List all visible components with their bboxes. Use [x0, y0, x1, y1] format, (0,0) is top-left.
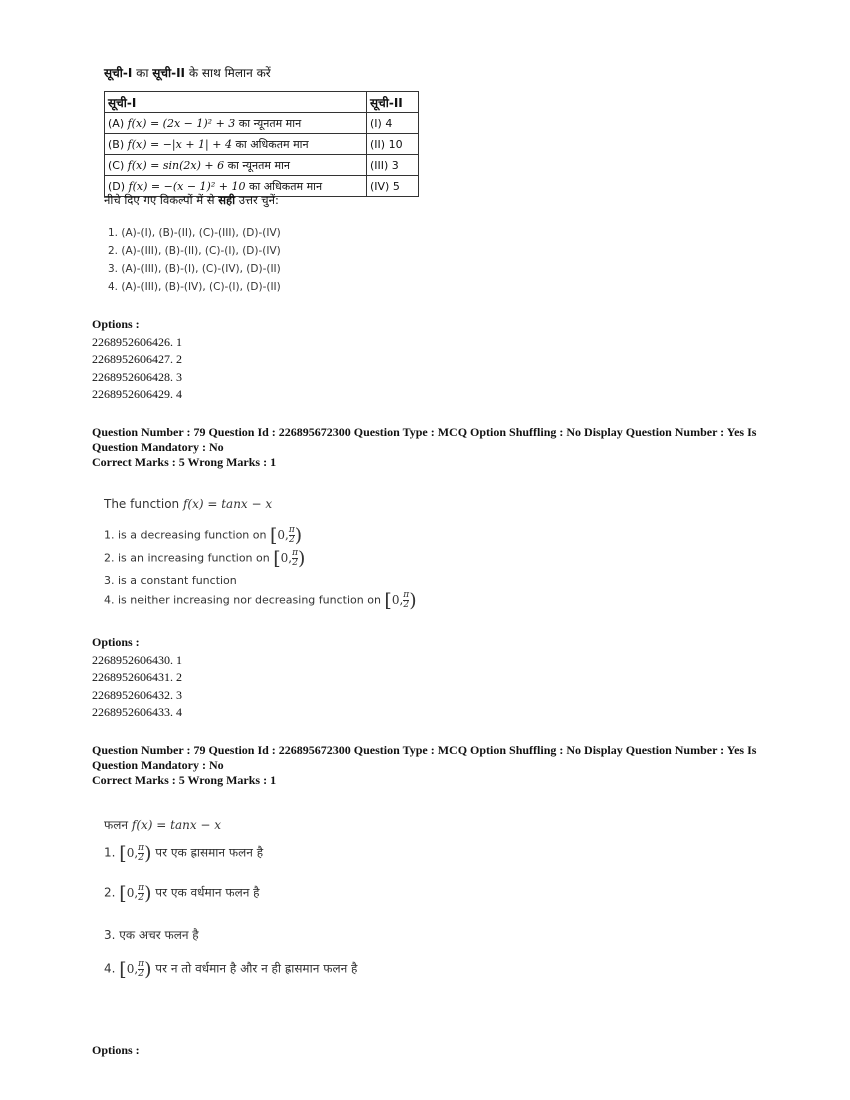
heading-list1: सूची-I [104, 66, 133, 80]
answer-choice: 4. (A)-(III), (B)-(IV), (C)-(I), (D)-(II) [108, 281, 281, 293]
question-stem-en: The function f(x) = tanx − x [104, 497, 273, 511]
table-row [105, 155, 419, 176]
table-cell-right: (IV) 5 [367, 176, 419, 197]
heading-end: के साथ मिलान करें [185, 66, 271, 80]
option-id: 2268952606431. 2 [92, 670, 182, 684]
answer-choice: 4. is neither increasing nor decreasing function on [0, $\frac{\pi}{2}$ ) [104, 589, 417, 611]
table-cell-left: (C) f(x) = sin(2x) + 6 का न्यूनतम मान [105, 155, 367, 176]
heading-list2: सूची-II [152, 66, 186, 80]
table-header-list2: सूची-II [367, 92, 419, 113]
heading-mid: का [132, 66, 153, 80]
table-header-row [105, 92, 419, 113]
table-row [105, 113, 419, 134]
option-id: 2268952606426. 1 [92, 334, 182, 349]
marks-line: Correct Marks : 5 Wrong Marks : 1 [92, 455, 277, 469]
options-block-q79-hi [92, 1042, 140, 1060]
option-id: 2268952606429. 4 [92, 387, 182, 401]
table-row [105, 134, 419, 155]
answer-choice: 1. [0, $\frac{\pi}{2}$ ) पर एक ह्रासमान फलन है [104, 842, 264, 864]
answer-choice: 2. is an increasing function on [0, $\frac{\pi}{2}$ ) [104, 547, 306, 569]
answer-choice: 3. (A)-(III), (B)-(I), (C)-(IV), (D)-(II) [108, 263, 281, 275]
match-table [104, 91, 419, 197]
options-label: Options : [92, 317, 140, 331]
answer-choice-list [108, 224, 281, 296]
question-meta-line: Question Number : 79 Question Id : 226895672300 Question Type : MCQ Option Shuffling : No Display Question Number : Yes Is Question Mandatory : No [92, 425, 757, 454]
option-id: 2268952606428. 3 [92, 369, 182, 384]
answer-choice: 3. एक अचर फलन है [104, 928, 199, 942]
table-cell-left: (A) f(x) = (2x − 1)² + 3 का न्यूनतम मान [105, 113, 367, 134]
answer-choice: 1. (A)-(I), (B)-(II), (C)-(III), (D)-(IV) [108, 227, 281, 239]
options-block-q79-en [92, 634, 182, 722]
marks-line: Correct Marks : 5 Wrong Marks : 1 [92, 773, 277, 787]
table-cell-right: (II) 10 [367, 134, 419, 155]
question-meta-en [92, 425, 772, 470]
table-cell-right: (I) 4 [367, 113, 419, 134]
answer-choice: 2. (A)-(III), (B)-(II), (C)-(I), (D)-(IV) [108, 245, 281, 257]
option-id: 2268952606427. 2 [92, 352, 182, 366]
table-header-list1: सूची-I [105, 92, 367, 113]
options-block-q78 [92, 316, 182, 404]
table-cell-left: (B) f(x) = −|x + 1| + 4 का अधिकतम मान [105, 134, 367, 155]
option-id: 2268952606433. 4 [92, 705, 182, 719]
table-cell-right: (III) 3 [367, 155, 419, 176]
option-id: 2268952606432. 3 [92, 687, 182, 702]
options-label: Options : [92, 635, 140, 649]
question-meta-hi [92, 743, 772, 788]
question-stem-hi: फलन f(x) = tanx − x [104, 818, 222, 832]
answer-choice: 3. is a constant function [104, 574, 237, 587]
option-id: 2268952606430. 1 [92, 652, 182, 667]
options-label: Options : [92, 1043, 140, 1057]
answer-choice: 4. [0, $\frac{\pi}{2}$ ) पर न तो वर्धमान है और न ही ह्रासमान फलन है [104, 958, 358, 980]
table-cell-left: (D) f(x) = −(x − 1)² + 10 का अधिकतम मान [105, 176, 367, 197]
answer-choice: 1. is a decreasing function on [0, $\frac{\pi}{2}$ ) [104, 524, 303, 546]
answer-choice: 2. [0, $\frac{\pi}{2}$ ) पर एक वर्धमान फलन है [104, 882, 260, 904]
match-heading [104, 64, 271, 81]
question-meta-line: Question Number : 79 Question Id : 226895672300 Question Type : MCQ Option Shuffling : No Display Question Number : Yes Is Question Mandatory : No [92, 743, 757, 772]
instruction-text: नीचे दिए गए विकल्पों में से सही उत्तर चुनें: [104, 193, 279, 207]
